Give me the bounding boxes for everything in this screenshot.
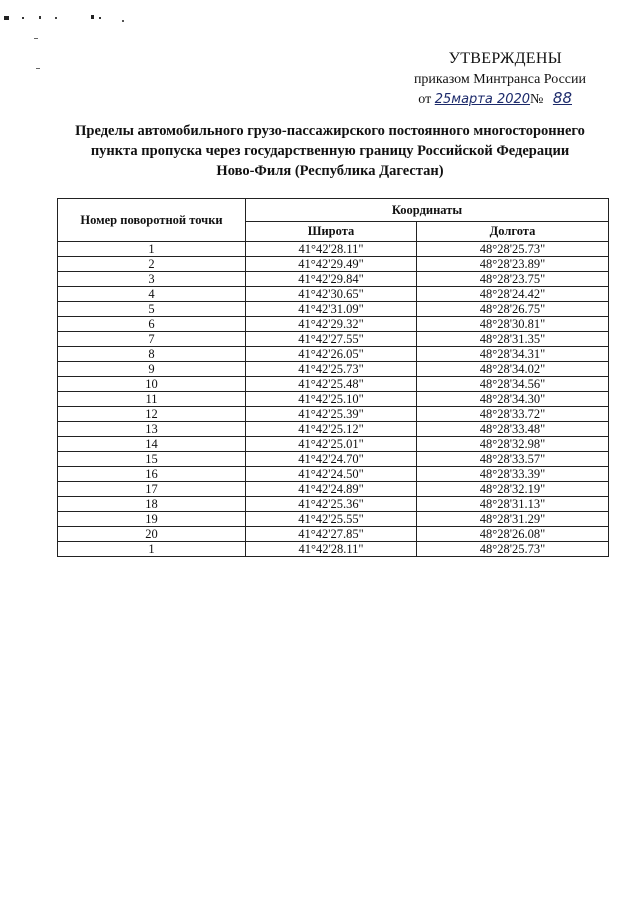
table-row [58, 497, 609, 512]
cell-latitude: 41°42'27.55" [246, 332, 417, 347]
cell-point-number: 15 [58, 452, 246, 467]
cell-latitude: 41°42'28.11" [246, 242, 417, 257]
cell-longitude: 48°28'34.02" [417, 362, 609, 377]
handwritten-order-number: 88 [552, 89, 572, 107]
table-row [58, 347, 609, 362]
cell-longitude: 48°28'33.39" [417, 467, 609, 482]
cell-point-number: 17 [58, 482, 246, 497]
title-line-3: Ново-Филя (Республика Дагестан) [216, 163, 444, 179]
cell-longitude: 48°28'26.08" [417, 527, 609, 542]
cell-latitude: 41°42'25.01" [246, 437, 417, 452]
table-row [58, 302, 609, 317]
table-row [58, 257, 609, 272]
cell-latitude: 41°42'29.84" [246, 272, 417, 287]
cell-latitude: 41°42'25.10" [246, 392, 417, 407]
cell-longitude: 48°28'31.29" [417, 512, 609, 527]
table-row [58, 392, 609, 407]
date-prefix: от [418, 92, 432, 107]
cell-point-number: 18 [58, 497, 246, 512]
cell-point-number: 1 [58, 542, 246, 557]
cell-longitude: 48°28'25.73" [417, 542, 609, 557]
cell-latitude: 41°42'24.70" [246, 452, 417, 467]
cell-longitude: 48°28'33.48" [417, 422, 609, 437]
cell-longitude: 48°28'25.73" [417, 242, 609, 257]
cell-point-number: 20 [58, 527, 246, 542]
table-row [58, 527, 609, 542]
cell-point-number: 4 [58, 287, 246, 302]
cell-point-number: 5 [58, 302, 246, 317]
cell-latitude: 41°42'26.05" [246, 347, 417, 362]
table-row [58, 452, 609, 467]
cell-longitude: 48°28'34.30" [417, 392, 609, 407]
cell-point-number: 11 [58, 392, 246, 407]
cell-point-number: 14 [58, 437, 246, 452]
header-latitude: Широта [246, 222, 417, 242]
cell-longitude: 48°28'34.31" [417, 347, 609, 362]
cell-latitude: 41°42'27.85" [246, 527, 417, 542]
cell-point-number: 3 [58, 272, 246, 287]
approval-heading: УТВЕРЖДЕНЫ [448, 50, 562, 67]
table-row [58, 542, 609, 557]
cell-point-number: 7 [58, 332, 246, 347]
cell-point-number: 10 [58, 377, 246, 392]
cell-latitude: 41°42'25.36" [246, 497, 417, 512]
header-longitude: Долгота [417, 222, 609, 242]
header-point-number: Номер поворотной точки [58, 199, 246, 242]
coordinates-table [57, 198, 609, 557]
cell-longitude: 48°28'23.75" [417, 272, 609, 287]
header-coordinates: Координаты [246, 199, 609, 222]
table-row [58, 317, 609, 332]
cell-longitude: 48°28'33.72" [417, 407, 609, 422]
cell-latitude: 41°42'24.50" [246, 467, 417, 482]
table-row [58, 422, 609, 437]
cell-longitude: 48°28'32.19" [417, 482, 609, 497]
cell-latitude: 41°42'31.09" [246, 302, 417, 317]
cell-latitude: 41°42'30.65" [246, 287, 417, 302]
table-row [58, 467, 609, 482]
cell-longitude: 48°28'30.81" [417, 317, 609, 332]
table-row [58, 482, 609, 497]
cell-latitude: 41°42'24.89" [246, 482, 417, 497]
approval-date-line [380, 89, 572, 108]
number-sign: № [530, 92, 544, 107]
table-row [58, 377, 609, 392]
cell-point-number: 12 [58, 407, 246, 422]
table-row [58, 407, 609, 422]
cell-point-number: 16 [58, 467, 246, 482]
cell-longitude: 48°28'31.35" [417, 332, 609, 347]
table-row [58, 437, 609, 452]
table-row [58, 512, 609, 527]
cell-longitude: 48°28'31.13" [417, 497, 609, 512]
cell-point-number: 6 [58, 317, 246, 332]
cell-point-number: 1 [58, 242, 246, 257]
cell-longitude: 48°28'23.89" [417, 257, 609, 272]
cell-latitude: 41°42'25.12" [246, 422, 417, 437]
cell-latitude: 41°42'25.48" [246, 377, 417, 392]
cell-point-number: 13 [58, 422, 246, 437]
table-row [58, 287, 609, 302]
cell-latitude: 41°42'25.39" [246, 407, 417, 422]
cell-latitude: 41°42'25.73" [246, 362, 417, 377]
cell-longitude: 48°28'24.42" [417, 287, 609, 302]
cell-point-number: 2 [58, 257, 246, 272]
cell-latitude: 41°42'25.55" [246, 512, 417, 527]
document-title [50, 121, 610, 181]
cell-longitude: 48°28'33.57" [417, 452, 609, 467]
title-line-1: Пределы автомобильного грузо-пассажирского постоянного многостороннего [75, 123, 585, 139]
handwritten-date: 25марта 2020 [434, 92, 531, 107]
table-body [58, 242, 609, 557]
cell-longitude: 48°28'32.98" [417, 437, 609, 452]
cell-latitude: 41°42'29.32" [246, 317, 417, 332]
cell-longitude: 48°28'26.75" [417, 302, 609, 317]
approval-block [380, 50, 600, 108]
cell-point-number: 8 [58, 347, 246, 362]
cell-latitude: 41°42'29.49" [246, 257, 417, 272]
table-row [58, 332, 609, 347]
cell-point-number: 9 [58, 362, 246, 377]
table-row [58, 242, 609, 257]
table-row [58, 362, 609, 377]
approval-order-line: приказом Минтранса России [413, 72, 586, 87]
cell-longitude: 48°28'34.56" [417, 377, 609, 392]
title-line-2: пункта пропуска через государственную границу Российской Федерации [90, 143, 570, 159]
table-row [58, 272, 609, 287]
cell-point-number: 19 [58, 512, 246, 527]
cell-latitude: 41°42'28.11" [246, 542, 417, 557]
